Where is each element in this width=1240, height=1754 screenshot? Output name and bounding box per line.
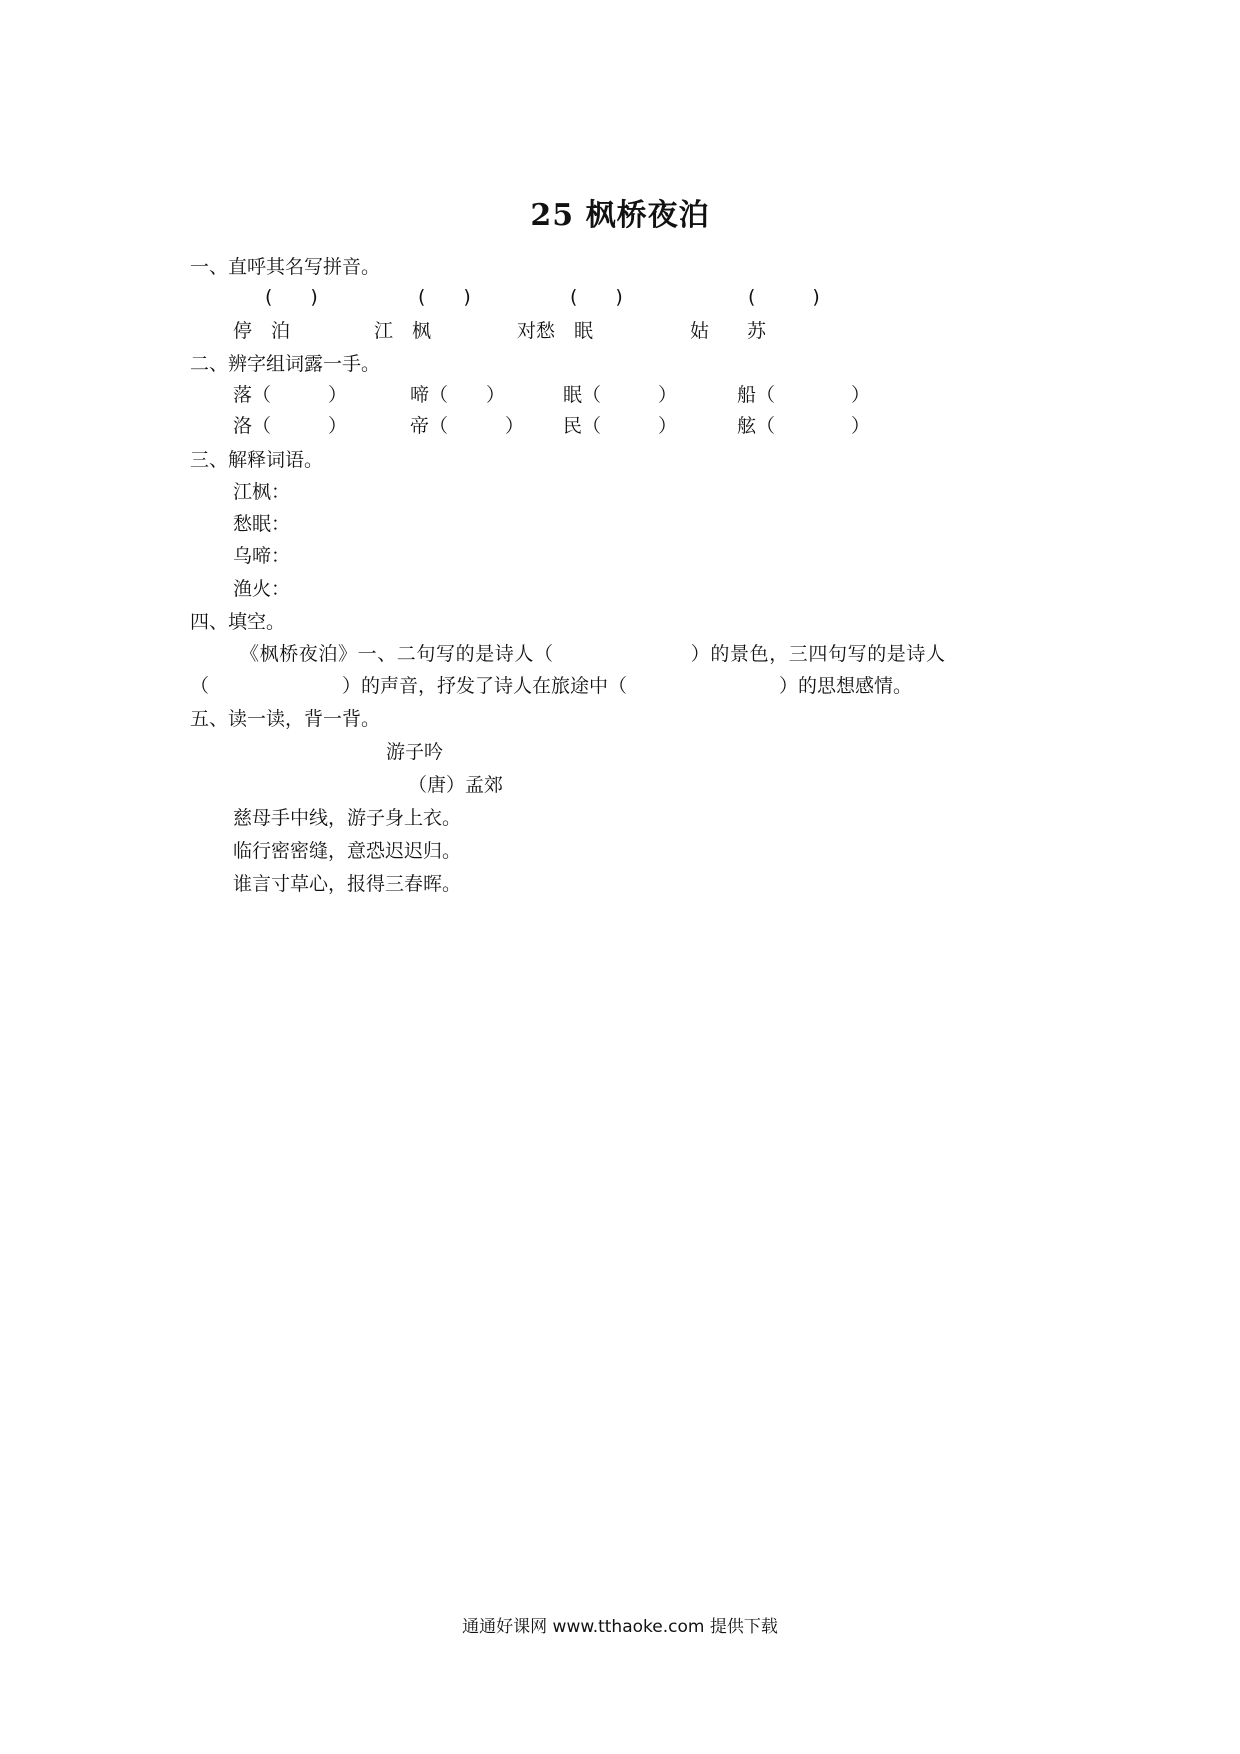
word-pair-item: 帝（ ） <box>410 415 525 437</box>
poem-line: 临行密密缝，意恐迟迟归。 <box>233 840 462 862</box>
section-4-heading: 四、填空。 <box>190 611 286 633</box>
pinyin-blank-1: ( ) <box>265 286 318 308</box>
fill-blank-line-1: 《枫桥夜泊》一、二句写的是诗人（ ）的景色，三四句写的是诗人 <box>240 643 946 665</box>
pinyin-word-2: 江 枫 <box>374 320 432 342</box>
section-1-heading: 一、直呼其名写拼音。 <box>190 256 381 278</box>
term-label: 江枫： <box>233 481 291 503</box>
word-pair-item: 舷（ ） <box>737 415 871 437</box>
poem-title: 游子吟 <box>386 741 444 763</box>
section-2-heading: 二、辨字组词露一手。 <box>190 353 381 375</box>
term-label: 渔火： <box>233 578 291 600</box>
word-pair-item: 眠（ ） <box>563 384 678 406</box>
pinyin-word-4: 姑 苏 <box>690 320 767 342</box>
pinyin-blank-2: ( ) <box>418 286 471 308</box>
pinyin-word-3: 对愁 眠 <box>517 320 594 342</box>
pinyin-blank-4: ( ) <box>748 286 820 308</box>
word-pair-item: 洛（ ） <box>233 415 348 437</box>
poem-author: （唐）孟郊 <box>408 774 504 796</box>
poem-line: 慈母手中线，游子身上衣。 <box>233 807 462 829</box>
word-pair-item: 落（ ） <box>233 384 348 406</box>
term-label: 乌啼： <box>233 545 291 567</box>
word-pair-item: 船（ ） <box>737 384 871 406</box>
poem-line: 谁言寸草心，报得三春晖。 <box>233 873 462 895</box>
term-label: 愁眠： <box>233 513 291 535</box>
pinyin-word-1: 停 泊 <box>233 320 291 342</box>
word-pair-item: 民（ ） <box>563 415 678 437</box>
pinyin-blank-3: ( ) <box>570 286 623 308</box>
word-pair-item: 啼（ ） <box>410 384 506 406</box>
section-5-heading: 五、读一读，背一背。 <box>190 708 381 730</box>
footer-credit: 通通好课网 www.tthaoke.com 提供下载 <box>462 1617 778 1637</box>
section-3-heading: 三、解释词语。 <box>190 449 324 471</box>
fill-blank-line-2: （ ）的声音，抒发了诗人在旅途中（ ）的思想感情。 <box>190 675 913 697</box>
page-title: 25 枫桥夜泊 <box>530 198 710 233</box>
